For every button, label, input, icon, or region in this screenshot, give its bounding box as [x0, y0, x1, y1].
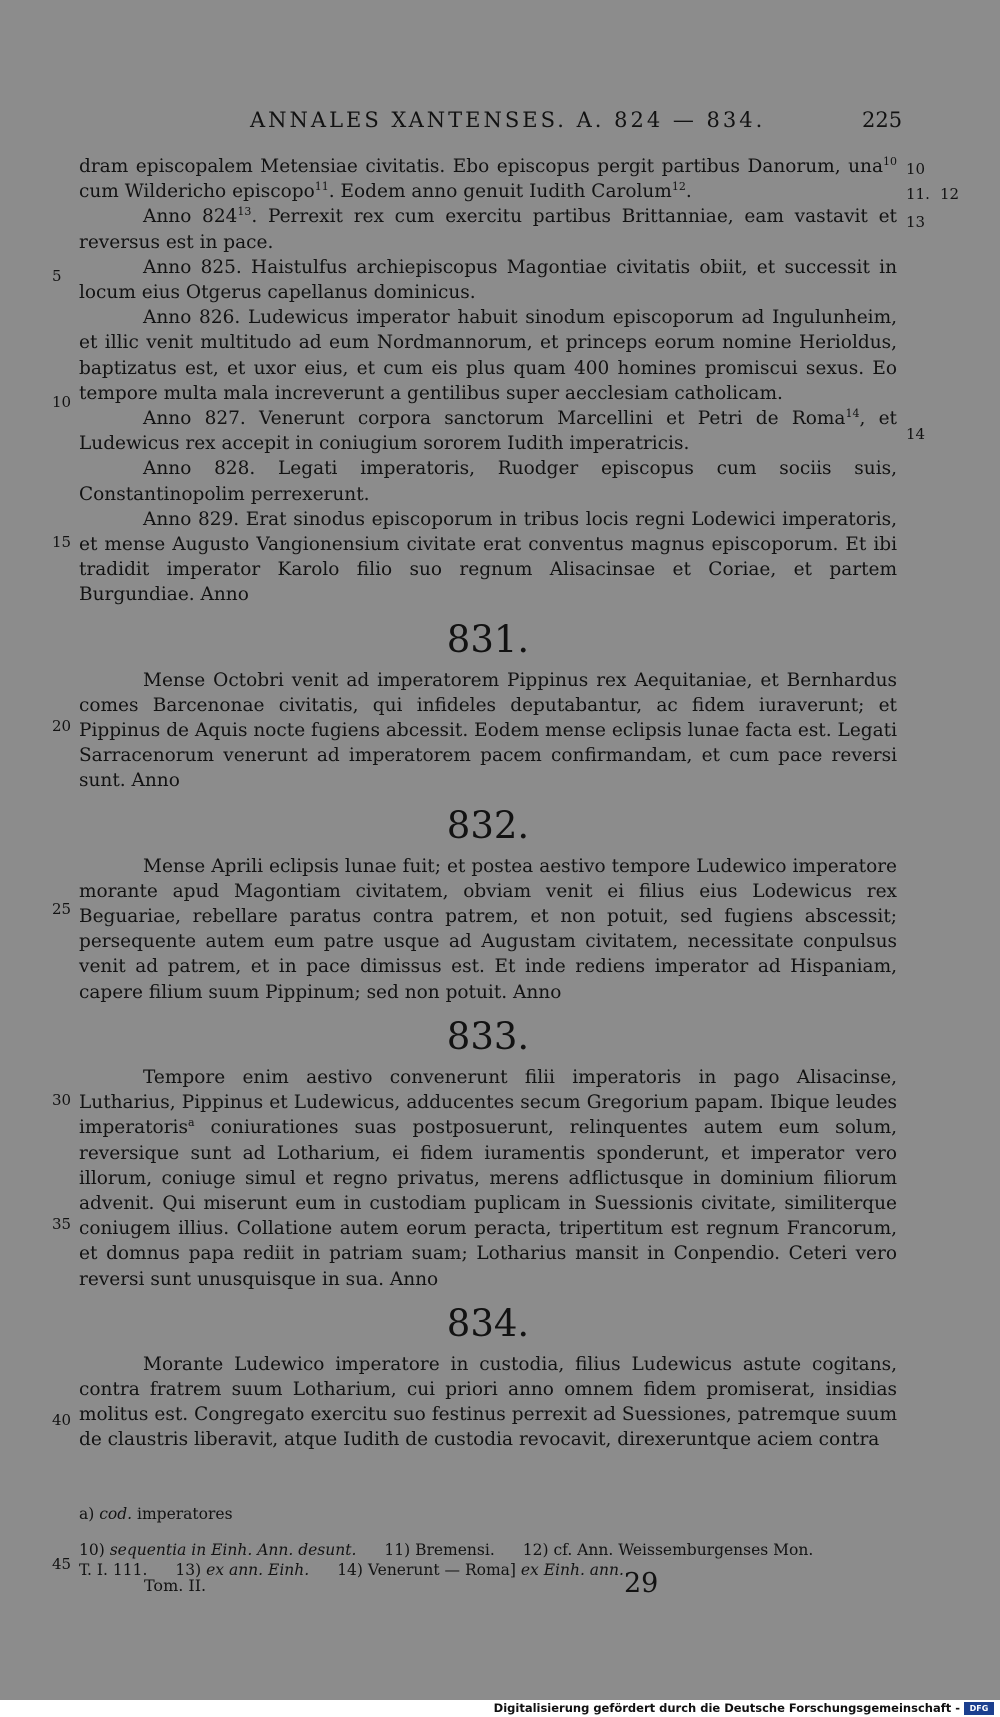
footnote-line: T. I. 111. 13) ex ann. Einh. 14) Venerunt — Roma] ex Einh. ann. [79, 1561, 624, 1579]
line-number-30: 30 [52, 1091, 72, 1109]
line-number-15: 15 [52, 533, 72, 551]
margin-note-10: 10 [906, 160, 926, 178]
footnote-ref: 14 [845, 406, 860, 420]
paragraph: dram episcopalem Metensiae civitatis. Ebo episcopus pergit partibus Danorum, una$^{10}$ cum Wildericho episcopo$^{11}$. Eodem anno genuit Iudith Carolum$^{12}$. [79, 154, 897, 203]
volume-signature: Tom. II. [144, 1576, 207, 1595]
line-number-20: 20 [52, 717, 72, 735]
footnote-ref: 13 [237, 205, 252, 219]
margin-note-13: 13 [906, 213, 926, 231]
paragraph: Anno 825. Haistulfus archiepiscopus Magontiae civitatis obiit, et successit in locum eius Otgerus capellanus dominicus. [79, 256, 897, 304]
margin-note-12: 12 [940, 185, 960, 203]
page-number: 225 [862, 108, 903, 132]
digitization-credit-bar [0, 1700, 1000, 1717]
paragraph: Mense Aprili eclipsis lunae fuit; et postea aestivo tempore Ludewico imperatore morante apud Magontiam civitatem, obviam venit ei filius eius Lodewicus rex Beguariae, rebellare paratus contra patrem, et non potuit, sed fugiens abscessit; persequente autem eum patre usque ad Augustam civitatem, necessitate conpulsus venit ad patrem, et in pace dimissus est. Et inde rediens imperator ad Hispaniam, capere filium suum Pippinum; sed non potuit. Anno [79, 855, 897, 1003]
footnote-ref: a [187, 1116, 195, 1130]
margin-note-14: 14 [906, 425, 926, 443]
sheet-number: 29 [624, 1568, 659, 1599]
paragraph: Mense Octobri venit ad imperatorem Pippinus rex Aequitaniae, et Bernhardus comes Barcenonae civitatis, qui infideles deputabantur, ac fidem iuraverunt; et Pippinus de Aquis nocte fugiens abcessit. Eodem mense eclipsis lunae facta est. Legati Sarracenorum venerunt ad imperatorem pacem confirmandam, et cum pace reversi sunt. Anno [79, 669, 897, 792]
paragraph: Anno 828. Legati imperatoris, Ruodger episcopus cum sociis suis, Constantinopolim perrexerunt. [79, 458, 897, 505]
year-heading: 833. [446, 1014, 530, 1058]
paragraph: Morante Ludewico imperatore in custodia, filius Ludewicus astute cogitans, contra fratrem suum Lotharium, cui priori anno omnem fidem promiserat, insidias molitus est. Congregato exercitu suo festinus perrexit ad Suessiones, patremque suum de claustris liberavit, atque Iudith de custodia revocavit, direxeruntque aciem contra [79, 1353, 897, 1451]
paragraph: Anno 829. Erat sinodus episcoporum in tribus locis regni Lodewici imperatoris, et mense Augusto Vangionensium civitate erat conventus magnus episcoporum. Et ibi tradidit imperator Karolo filio suo regnum Alisacinsae et Coriae, et partem Burgundiae. Anno [79, 508, 897, 606]
year-heading: 832. [446, 803, 530, 847]
line-number-5: 5 [52, 267, 62, 285]
line-number-40: 40 [52, 1411, 72, 1429]
paragraph: Anno $824^{13}$. Perrexit rex cum exercitu partibus Brittanniae, eam vastavit et reversus est in pace. [79, 205, 897, 253]
footnote-ref: 10 [883, 154, 897, 168]
line-number-10: 10 [52, 393, 72, 411]
footnotes [79, 1504, 897, 1580]
year-heading: 834. [446, 1301, 530, 1345]
paragraph: Tempore enim aestivo convenerunt filii imperatoris in pago Alisacinse, Lutharius, Pippinus et Ludewicus, adducentes secum Gregorium papam. Ibique leudes imperatoris$^a$ coniurationes suas postposuerunt, relinquentes autem eum solum, reversique sunt ad Lotharium, ei fidem iuramentis sponderunt, et imperator vero illorum, coniuge simul et regno privatus, merens adflictusque in dominium filiorum advenit. Qui miserunt eum in custodiam puplicam in Suessionis civitate, similiterque coniugem illius. Collatione autem eorum peracta, tripertitum est regnum Francorum, et domnus papa rediit in patriam suam; Lotharius mansit in Conpendio. Ceteri vero reversi sunt unusquisque in sua. Anno [79, 1066, 897, 1290]
running-head: ANNALES XANTENSES. A. 824 — 834. [250, 108, 766, 132]
footnote-ref: 11 [314, 180, 329, 194]
main-text [79, 154, 897, 1453]
line-number-25: 25 [52, 900, 72, 918]
year-heading: 831. [446, 617, 530, 661]
page-header [0, 108, 1000, 138]
margin-note-11: 11. [906, 185, 930, 203]
footnote-line: 10) sequentia in Einh. Ann. desunt. 11) Bremensi. 12) cf. Ann. Weissemburgenses Mon. [79, 1541, 814, 1559]
dfg-logo-icon: DFG [964, 1702, 994, 1715]
footnote-ref: 12 [671, 180, 686, 194]
line-number-45: 45 [52, 1555, 72, 1573]
paragraph: Anno 827. Venerunt corpora sanctorum Marcellini et Petri de Roma$^{14}$, et Ludewicus rex accepit in coniugium sororem Iudith imperatricis. [79, 406, 897, 455]
digitization-credit: Digitalisierung gefördert durch die Deutsche Forschungsgemeinschaft - [493, 1701, 960, 1715]
footnote-a: a) cod. imperatores [79, 1505, 233, 1523]
line-number-35: 35 [52, 1215, 72, 1233]
paragraph: Anno 826. Ludewicus imperator habuit sinodum episcoporum ad Ingulunheim, et illic venit multitudo ad eum Nordmannorum, et princeps eorum nomine Herioldus, baptizatus est, et uxor eius, et cum eis plus quam 400 homines promiscui sexus. Eo tempore multa mala increverunt a gentilibus super aecclesiam catholicam. [79, 307, 897, 404]
